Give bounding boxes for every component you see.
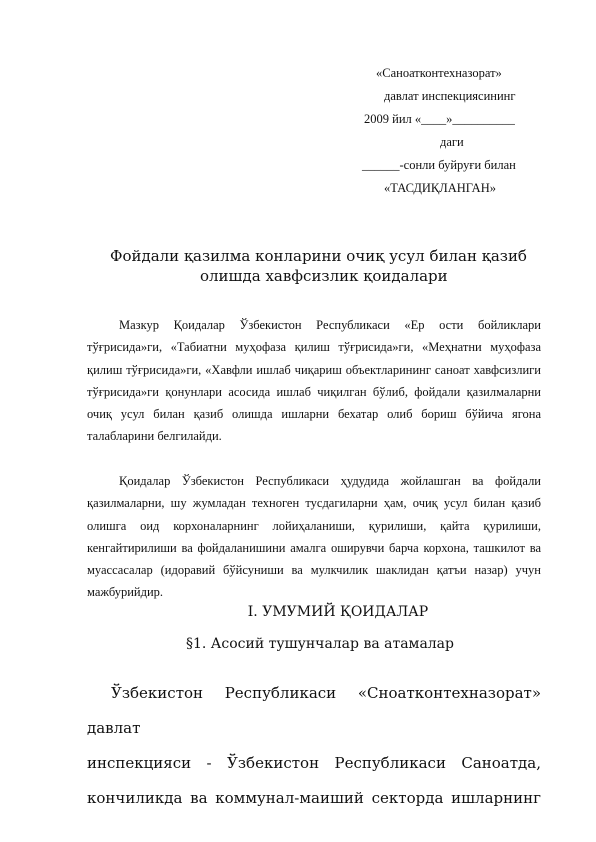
- approval-inspection: давлат инспекциясининг: [384, 89, 516, 103]
- definition-line-1: Ўзбекистон Республикаси «Сноатконтехназорат» давлат: [87, 684, 541, 737]
- scope-paragraph: Қоидалар Ўзбекистон Республикаси ҳудудида жойлашган ва фойдали қазилмаларни, шу жумладан техноген тусдагиларни ҳам, очиқ усул билан қазиб олишга оид корхоналарнинг лойиҳаланиши, қурилиши, қайта қурилиши, кенгайтирилиши ва фойдаланишини амалга оширувчи барча корхона, ташкилот ва муассасалар (идоравий бўйсуниши ва мулкчилик шаклидан қатъи назар) учун мажбурийдир.: [87, 474, 541, 600]
- definition-line-2: инспекцияси - Ўзбекистон Республикаси Саноатда,: [87, 754, 541, 772]
- section-heading: I. УМУМИЙ ҚОИДАЛАР: [247, 604, 429, 620]
- definition-line-3: кончиликда ва коммунал-маиший секторда ишларнинг: [87, 789, 541, 807]
- approval-status: «ТАСДИҚЛАНГАН»: [384, 181, 496, 195]
- approval-authority: «Саноатконтехназорат»: [376, 66, 502, 80]
- document-title: [80, 246, 540, 286]
- section-subheading: §1. Асосий тушунчалар ва атамалар: [185, 636, 454, 652]
- title-line-2: олишда хавфсизлик қоидалари: [200, 267, 448, 285]
- approval-date: 2009 йил «____»__________: [364, 112, 515, 126]
- approval-stamp: [350, 62, 560, 200]
- definition-paragraph: [87, 676, 541, 816]
- approval-date-suffix: даги: [440, 135, 464, 149]
- intro-paragraph: Мазкур Қоидалар Ўзбекистон Республикаси «Ер ости бойликлари тўғрисида»ги, «Табиатни муҳофаза қилиш тўғрисида»ги, «Меҳнатни муҳофаза қилиш тўғрисида»ги, «Хавфли ишлаб чиқариш объектларининг саноат хавфсизлиги тўғрисида»ги қонунлари асосида ишлаб чиқилган бўлиб, фойдали қазилмаларни очиқ усул билан қазиб олишда ишларни бехатар олиб бориш бўйича ягона талабларини белгилайди.: [87, 318, 541, 444]
- title-line-1: Фойдали қазилма конларини очиқ усул билан қазиб: [110, 247, 527, 265]
- approval-order-number: ______-сонли буйруғи билан: [362, 158, 516, 172]
